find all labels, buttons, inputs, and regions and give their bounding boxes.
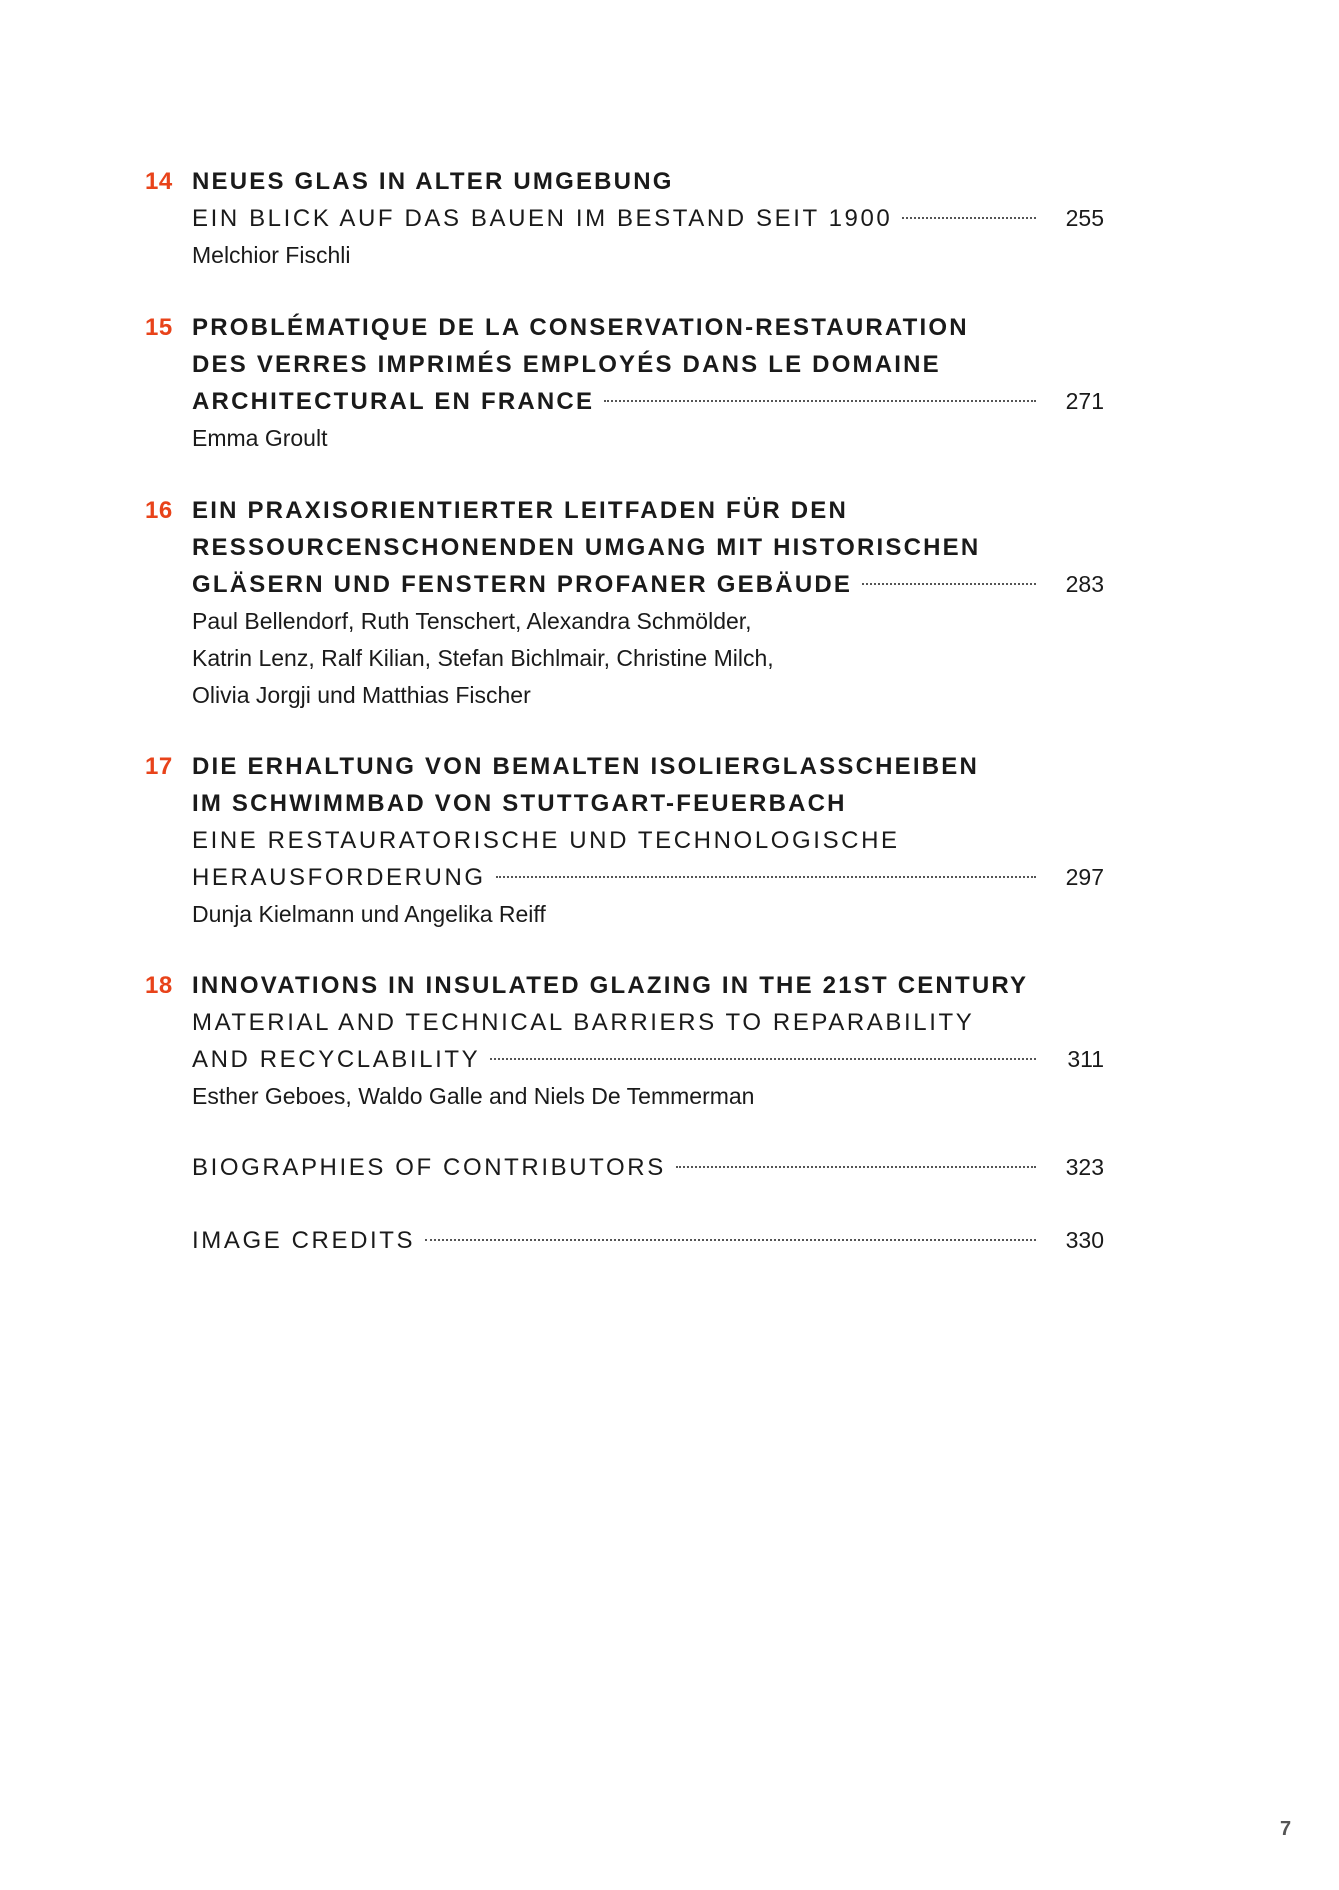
- dot-leader: [676, 1166, 1036, 1168]
- chapter-subtitle-line: HERAUSFORDERUNG: [192, 864, 486, 891]
- page-number: 297: [1065, 864, 1104, 890]
- toc-leader-row[interactable]: [192, 566, 1104, 603]
- chapter-title-line: ARCHITECTURAL EN FRANCE: [192, 388, 595, 415]
- page-number: 330: [1065, 1227, 1104, 1253]
- chapter-authors: Dunja Kielmann und Angelika Reiff: [192, 901, 546, 927]
- toc-leader-row[interactable]: [192, 1041, 1104, 1078]
- chapter-title-line: DIE ERHALTUNG VON BEMALTEN ISOLIERGLASSCHEIBEN: [192, 753, 980, 780]
- dot-leader: [425, 1239, 1036, 1241]
- chapter-subtitle-line: EINE RESTAURATORISCHE UND TECHNOLOGISCHE: [192, 827, 900, 854]
- chapter-subtitle-line: EIN BLICK AUF DAS BAUEN IM BESTAND SEIT 1900: [192, 205, 893, 232]
- chapter-number: 14: [145, 168, 173, 195]
- dot-leader: [604, 400, 1036, 402]
- page-number: 255: [1065, 205, 1104, 231]
- appendix-label: IMAGE CREDITS: [192, 1227, 416, 1254]
- chapter-title-line: NEUES GLAS IN ALTER UMGEBUNG: [192, 168, 674, 195]
- appendix-label: BIOGRAPHIES OF CONTRIBUTORS: [192, 1154, 666, 1181]
- chapter-title-line: GLÄSERN UND FENSTERN PROFANER GEBÄUDE: [192, 571, 853, 598]
- dot-leader: [862, 583, 1036, 585]
- dot-leader: [902, 217, 1036, 219]
- chapter-number: 16: [145, 497, 173, 524]
- chapter-authors: Paul Bellendorf, Ruth Tenschert, Alexandra Schmölder,: [192, 608, 752, 634]
- chapter-number: 17: [145, 753, 173, 780]
- chapter-authors: Olivia Jorgji und Matthias Fischer: [192, 682, 531, 708]
- chapter-title-line: IM SCHWIMMBAD VON STUTTGART-FEUERBACH: [192, 790, 847, 817]
- chapter-title-line: DES VERRES IMPRIMÉS EMPLOYÉS DANS LE DOMAINE: [192, 351, 941, 378]
- toc-leader-row[interactable]: [192, 859, 1104, 896]
- chapter-authors: Emma Groult: [192, 425, 328, 451]
- page-number: 323: [1065, 1154, 1104, 1180]
- chapter-title-line: INNOVATIONS IN INSULATED GLAZING IN THE 21ST CENTURY: [192, 972, 1029, 999]
- toc-leader-row[interactable]: [192, 383, 1104, 420]
- chapter-authors: Katrin Lenz, Ralf Kilian, Stefan Bichlmair, Christine Milch,: [192, 645, 774, 671]
- dot-leader: [496, 876, 1036, 878]
- page-folio-number: 7: [1280, 1818, 1292, 1840]
- chapter-title-line: EIN PRAXISORIENTIERTER LEITFADEN FÜR DEN: [192, 497, 849, 524]
- chapter-title-line: PROBLÉMATIQUE DE LA CONSERVATION-RESTAURATION: [192, 314, 969, 341]
- chapter-number: 18: [145, 972, 173, 999]
- chapter-subtitle-line: MATERIAL AND TECHNICAL BARRIERS TO REPARABILITY: [192, 1009, 975, 1036]
- dot-leader: [490, 1058, 1036, 1060]
- toc-leader-row[interactable]: [192, 1149, 1104, 1186]
- page-number: 283: [1065, 571, 1104, 597]
- chapter-number: 15: [145, 314, 173, 341]
- chapter-subtitle-line: AND RECYCLABILITY: [192, 1046, 481, 1073]
- toc-leader-row[interactable]: [192, 1222, 1104, 1259]
- chapter-authors: Esther Geboes, Waldo Galle and Niels De Temmerman: [192, 1083, 755, 1109]
- toc-leader-row[interactable]: [192, 200, 1104, 237]
- chapter-title-line: RESSOURCENSCHONENDEN UMGANG MIT HISTORISCHEN: [192, 534, 981, 561]
- page-number: 271: [1065, 388, 1104, 414]
- page-number: 311: [1067, 1046, 1104, 1072]
- chapter-authors: Melchior Fischli: [192, 242, 351, 268]
